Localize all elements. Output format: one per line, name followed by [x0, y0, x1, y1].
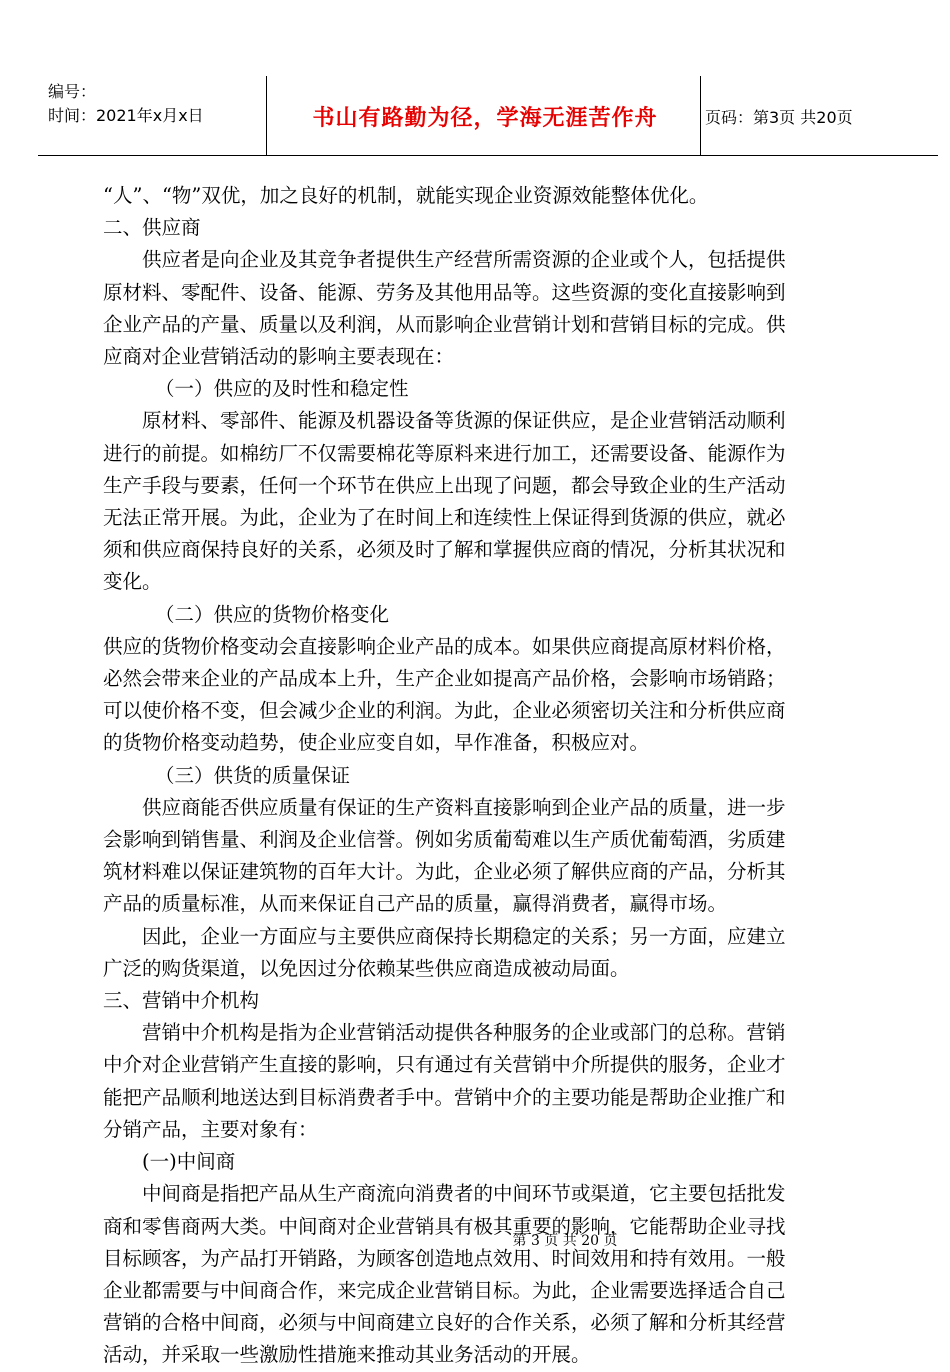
subsection-heading: (一)中间商 — [142, 1150, 236, 1174]
page-footer: 第 3 页 共 20 页 — [512, 1233, 618, 1249]
header-page-number: 页码：第3页 共20页 — [705, 107, 853, 127]
text-line: 产品的质量标准，从而来保证自己产品的质量，赢得消费者，赢得市场。 — [103, 892, 728, 916]
text-line: 的货物价格变动趋势，使企业应变自如，早作准备，积极应对。 — [103, 731, 650, 755]
text-line: 须和供应商保持良好的关系，必须及时了解和掌握供应商的情况，分析其状况和 — [103, 538, 786, 562]
text-line: 无法正常开展。为此，企业为了在时间上和连续性上保证得到货源的供应，就必 — [103, 506, 786, 530]
text-line: 广泛的购货渠道，以免因过分依赖某些供应商造成被动局面。 — [103, 956, 630, 980]
document-date: 时间：2021年x月x日 — [48, 106, 204, 125]
subsection-heading: （一）供应的及时性和稳定性 — [155, 377, 409, 401]
text-line: 分销产品，主要对象有： — [103, 1117, 318, 1141]
header-motto: 书山有路勤为径，学海无涯苦作舟 — [312, 105, 658, 131]
text-line: 原材料、零部件、能源及机器设备等货源的保证供应，是企业营销活动顺利 — [142, 409, 786, 433]
text-line: 必然会带来企业的产品成本上升，生产企业如提高产品价格，会影响市场销路； — [103, 667, 786, 691]
document-number-label: 编号： — [48, 82, 97, 101]
text-line: 因此，企业一方面应与主要供应商保持长期稳定的关系；另一方面，应建立 — [142, 924, 786, 948]
text-line: 会影响到销售量、利润及企业信誉。例如劣质葡萄难以生产质优葡萄酒，劣质建 — [103, 828, 786, 852]
text-line: 变化。 — [103, 570, 162, 594]
header-divider — [266, 76, 267, 156]
header-rule — [38, 155, 938, 156]
text-line: 筑材料难以保证建筑物的百年大计。为此，企业必须了解供应商的产品，分析其 — [103, 860, 786, 884]
text-line: 企业产品的产量、质量以及利润，从而影响企业营销计划和营销目标的完成。供 — [103, 312, 786, 336]
section-heading: 三、营销中介机构 — [103, 989, 260, 1013]
text-line: 进行的前提。如棉纺厂不仅需要棉花等原料来进行加工，还需要设备、能源作为 — [103, 441, 786, 465]
page-header — [38, 76, 938, 156]
subsection-heading: （二）供应的货物价格变化 — [155, 602, 390, 626]
document-body — [103, 180, 873, 1372]
text-line: 供应的货物价格变动会直接影响企业产品的成本。如果供应商提高原材料价格， — [103, 634, 786, 658]
text-line: 供应商能否供应质量有保证的生产资料直接影响到企业产品的质量，进一步 — [142, 795, 786, 819]
subsection-heading: （三）供货的质量保证 — [155, 763, 351, 787]
text-line: “人”、“物”双优，加之良好的机制，就能实现企业资源效能整体优化。 — [103, 184, 709, 207]
text-line: 应商对企业营销活动的影响主要表现在： — [103, 345, 455, 369]
text-line: 目标顾客，为产品打开销路，为顾客创造地点效用、时间效用和持有效用。一般 — [103, 1246, 786, 1270]
section-heading: 二、供应商 — [103, 216, 201, 240]
text-line: 中间商是指把产品从生产商流向消费者的中间环节或渠道，它主要包括批发 — [142, 1182, 786, 1206]
text-line: 企业都需要与中间商合作，来完成企业营销目标。为此，企业需要选择适合自己 — [103, 1278, 786, 1302]
text-line: 生产手段与要素，任何一个环节在供应上出现了问题，都会导致企业的生产活动 — [103, 473, 786, 497]
text-line: 活动，并采取一些激励性措施来推动其业务活动的开展。 — [103, 1343, 591, 1367]
header-meta — [48, 80, 204, 128]
text-line: 可以使价格不变，但会减少企业的利润。为此，企业必须密切关注和分析供应商 — [103, 699, 786, 723]
text-line: 能把产品顺利地送达到目标消费者手中。营销中介的主要功能是帮助企业推广和 — [103, 1085, 786, 1109]
header-divider — [700, 76, 701, 156]
text-line: 营销中介机构是指为企业营销活动提供各种服务的企业或部门的总称。营销 — [142, 1021, 786, 1045]
text-line: 商和零售商两大类。中间商对企业营销具有极其重要的影响，它能帮助企业寻找 — [103, 1214, 786, 1238]
text-line: 原材料、零配件、设备、能源、劳务及其他用品等。这些资源的变化直接影响到 — [103, 280, 786, 304]
text-line: 营销的合格中间商，必须与中间商建立良好的合作关系，必须了解和分析其经营 — [103, 1311, 786, 1335]
text-line: 供应者是向企业及其竞争者提供生产经营所需资源的企业或个人，包括提供 — [142, 248, 786, 272]
text-line: 中介对企业营销产生直接的影响，只有通过有关营销中介所提供的服务，企业才 — [103, 1053, 786, 1077]
